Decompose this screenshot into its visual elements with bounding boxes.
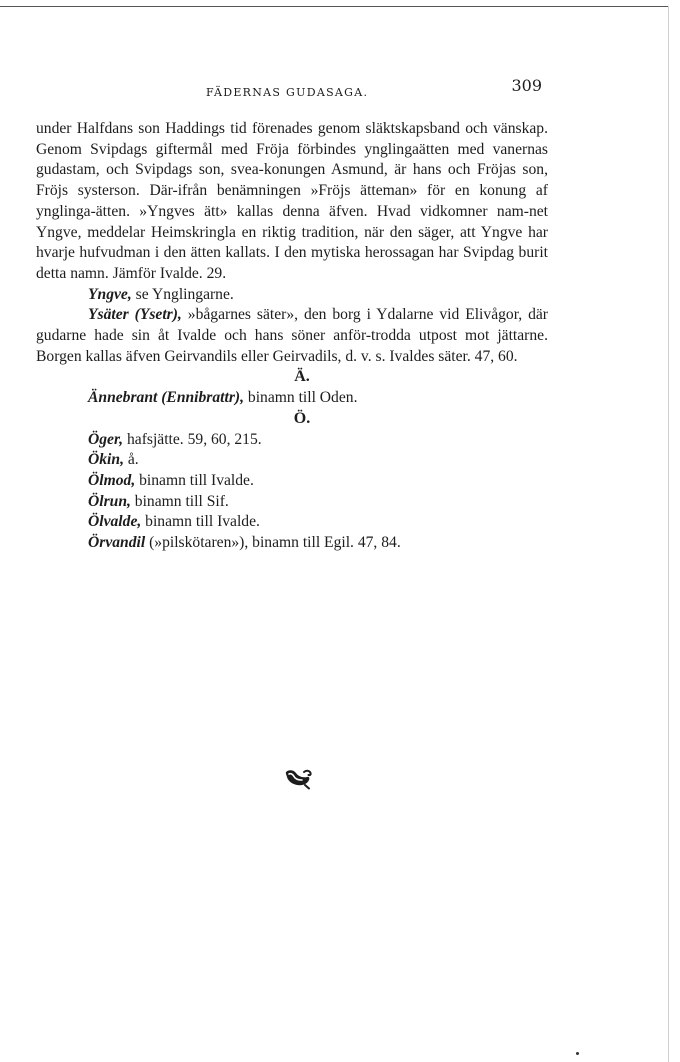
entry-headword: Ökin, [88,451,124,469]
glossary-entry-olvalde [36,512,548,533]
glossary-entry-olmod [36,471,548,492]
entry-headword: Ölmod, [88,471,136,489]
glossary-entry-okin [36,450,548,471]
page-body [36,119,548,554]
glossary-entry-orvandil [36,533,548,554]
glossary-entry-annebrant [36,388,548,409]
page-header [36,76,546,102]
running-head: FÄDERNAS GUDASAGA. [206,86,369,99]
entry-text: binamn till Ivalde. [141,513,260,531]
intro-paragraph: under Halfdans son Haddings tid förenades genom släktskapsband och vänskap. Genom Svipdags giftermål med Fröja förbindes ynglingaätten med vanernas gudastam, och Svipdags son, svea-konungen Asmund, är hans och Fröjas son, Fröjs systerson. Där-ifrån benämningen »Fröjs ätteman» för en konung af ynglinga-ätten. »Yngves ätt» kallas denna äfven. Hvad vidkomner nam-net Yngve, meddelar Heimskringla en riktig tradition, när den säger, att Yngve har hvarje hufvudman i den ätten kallats. I den mytiska herossagan har Svipdag burit detta namn. Jämför Ivalde. 29. [36,120,548,282]
section-letter-a-umlaut: Ä. [294,368,310,386]
page-number: 309 [511,76,542,95]
entry-headword: Ölvalde, [88,513,142,531]
scan-speck [576,1052,579,1055]
section-letter-o-umlaut: Ö. [293,409,311,427]
entry-headword: Yngve, [88,285,132,303]
fleuron-ornament-icon [283,766,313,790]
entry-text: (»pilskötaren»), binamn till Egil. 47, 84. [145,534,401,552]
entry-headword: Ölrun, [88,492,131,510]
glossary-entry-yngve [36,285,548,306]
entry-text: se Ynglingarne. [131,285,234,303]
entry-text: binamn till Ivalde. [135,471,254,489]
scan-side-rule [668,6,669,1062]
entry-headword: Öger, [88,430,124,448]
section-a-entries [36,388,548,409]
glossary-entry-olrun [36,492,548,513]
glossary-entry-oger [36,430,548,451]
entry-headword: Ysäter (Ysetr), [88,306,182,324]
section-o-entries [36,430,548,554]
glossary-entry-ysater [36,305,548,367]
entry-headword: Ännebrant (Ennibrattr), [88,389,244,407]
entry-headword: Örvandil [88,534,146,552]
entry-text: binamn till Sif. [130,492,229,510]
entry-text: »bågarnes säter», den borg i Ydalarne vid Elivågor, där gudarne hade sin åt Ivalde och hans söner anför-trodda utpost mot jättarne. Borgen kallas äfven Geirvandils eller Geirvadils, d. v. s. Ivaldes säter. 47, 60. [36,306,549,365]
scan-edge-rule [0,6,668,7]
entry-text: å. [123,451,139,469]
entry-text: binamn till Oden. [244,389,358,407]
entry-text: hafsjätte. 59, 60, 215. [123,430,262,448]
